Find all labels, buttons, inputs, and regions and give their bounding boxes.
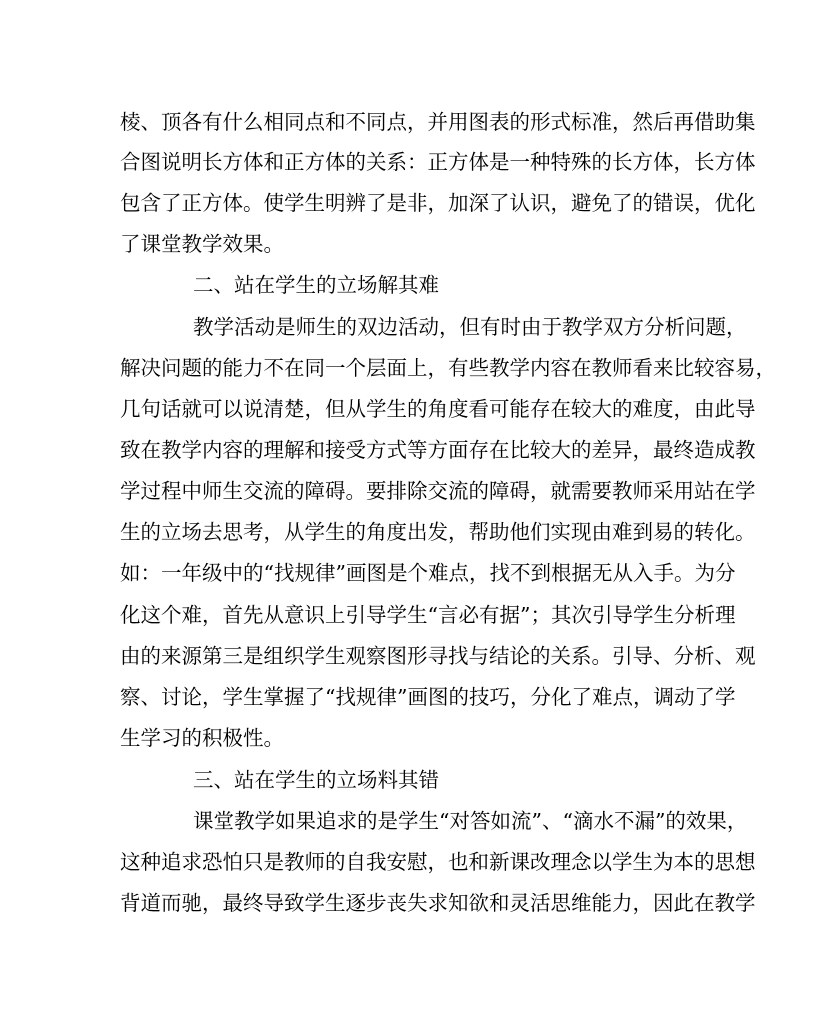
paragraph-line: 了课堂教学效果。	[120, 232, 284, 256]
paragraph-line: 课堂教学如果追求的是学生“对答如流”、“滴水不漏”的效果，	[193, 809, 748, 833]
paragraph-line: 化这个难，首先从意识上引导学生“言必有据”；其次引导学生分析理	[120, 603, 736, 627]
paragraph-line: 棱、顶各有什么相同点和不同点，并用图表的形式标准，然后再借助集	[120, 110, 756, 134]
paragraph-line: 教学活动是师生的双边活动，但有时由于教学双方分析问题，	[193, 315, 747, 339]
paragraph-line: 如：一年级中的“找规律”画图是个难点，找不到根据无从入手。为分	[120, 561, 736, 585]
paragraph-line: 生的立场去思考，从学生的角度出发，帮助他们实现由难到易的转化。	[120, 520, 756, 544]
paragraph-line: 解决问题的能力不在同一个层面上，有些教学内容在教师看来比较容易，	[120, 356, 776, 380]
paragraph-line: 学过程中师生交流的障碍。要排除交流的障碍，就需要教师采用站在学	[120, 479, 756, 503]
paragraph-line: 致在教学内容的理解和接受方式等方面存在比较大的差异，最终造成教	[120, 438, 756, 462]
paragraph-line: 察、讨论，学生掌握了“找规律”画图的技巧，分化了难点，调动了学	[120, 685, 736, 709]
paragraph-line: 由的来源第三是组织学生观察图形寻找与结论的关系。引导、分析、观	[120, 644, 756, 668]
paragraph-line: 合图说明长方体和正方体的关系：正方体是一种特殊的长方体，长方体	[120, 150, 756, 174]
section-heading: 二、站在学生的立场解其难	[193, 273, 439, 297]
paragraph-line: 几句话就可以说清楚，但从学生的角度看可能存在较大的难度，由此导	[120, 397, 756, 421]
paragraph-line: 这种追求恐怕只是教师的自我安慰，也和新课改理念以学生为本的思想	[120, 850, 756, 874]
section-heading: 三、站在学生的立场料其错	[193, 768, 439, 792]
paragraph-line: 背道而驰，最终导致学生逐步丧失求知欲和灵活思维能力，因此在教学	[120, 891, 756, 915]
paragraph-line: 包含了正方体。使学生明辨了是非，加深了认识，避免了的错误，优化	[120, 191, 756, 215]
paragraph-line: 生学习的积极性。	[120, 726, 284, 750]
